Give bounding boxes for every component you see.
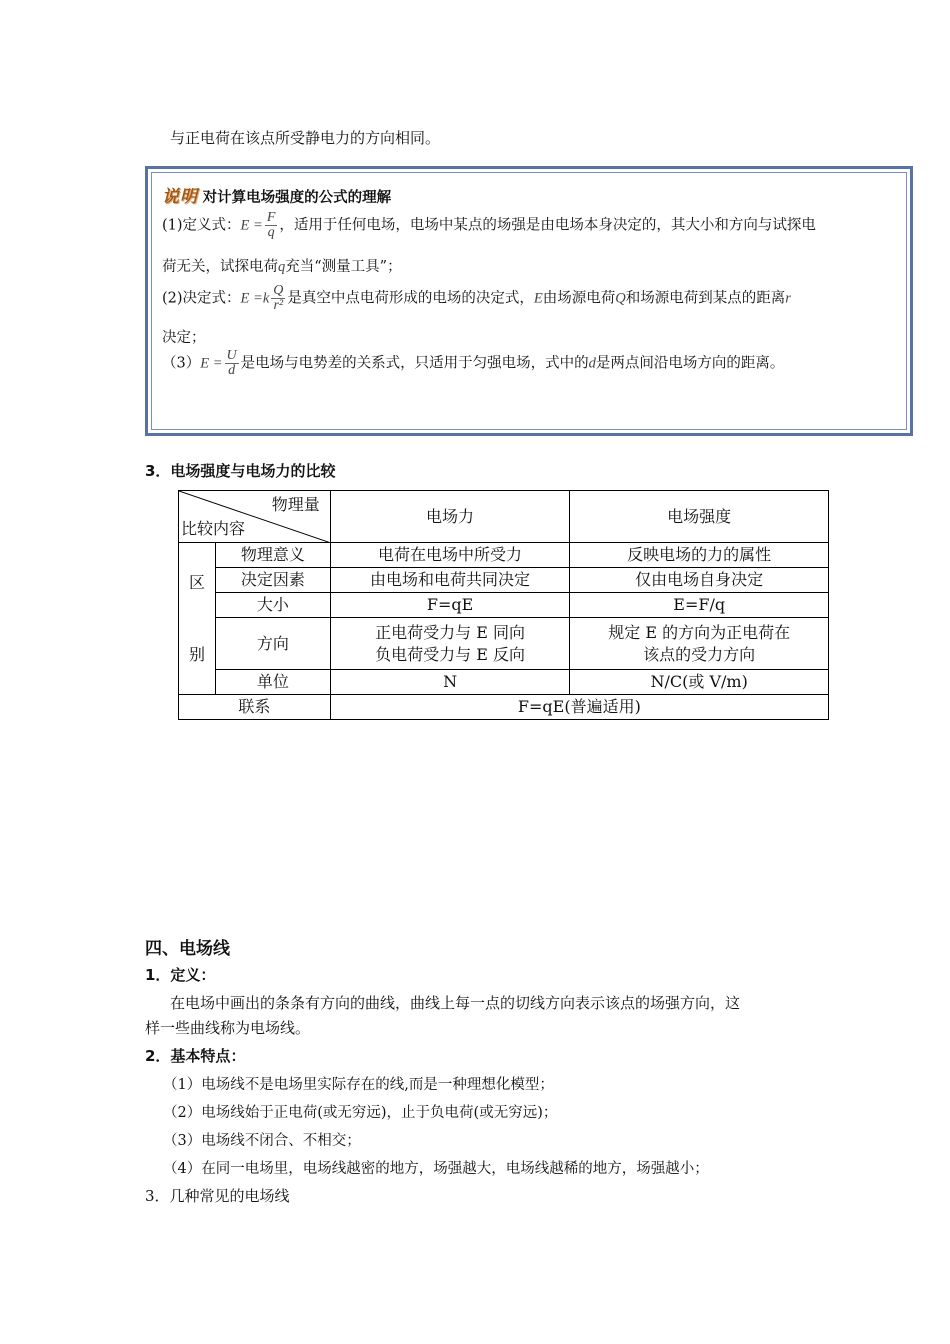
item2-num: Q [273,283,284,298]
group-cell [179,543,216,695]
corner-bottom-label: 比较内容 [181,519,246,538]
intro-line: 与正电荷在该点所受静电力的方向相同。 [170,129,441,147]
group-label-1: 区 [188,572,205,592]
item3-var: d [588,355,596,372]
row-cell-intensity: 反映电场的力的属性 [570,543,829,568]
row-cell-force: 由电场和电荷共同决定 [330,568,570,593]
item2-fraction [271,284,285,313]
note-item-2 [162,284,791,313]
definition-line-2: 样一些曲线称为电场线。 [145,1019,311,1037]
row-cell-intensity: E=F/q [570,593,829,618]
direction-force-line-2: 负电荷受力与 E 反向 [375,644,525,664]
direction-intensity-line-1: 规定 E 的方向为正电荷在 [608,622,791,642]
item2-var-e: E [533,290,543,307]
section4-heading: 四、电场线 [145,939,230,959]
item1-prefix: (1)定义式： [162,217,241,234]
row-label: 决定因素 [215,568,330,593]
comparison-table [178,490,829,720]
note-item-3 [162,349,784,378]
table-row [179,568,829,593]
corner-top-label: 物理量 [271,495,320,514]
row-cell-force: N [330,670,570,695]
feature-3: （3）电场线不闭合、不相交； [163,1133,361,1149]
group-label-2: 别 [188,644,205,664]
item3-num: U [226,348,237,363]
features-heading: 2．基本特点： [145,1047,246,1065]
item1-var: q [278,259,286,275]
item1-den: q [265,225,278,240]
row-cell-force: 电荷在电场中所受力 [330,543,570,568]
table-row [179,618,829,670]
row-cell-intensity: N/C(或 V/m) [570,670,829,695]
row-label: 物理意义 [215,543,330,568]
row-cell-intensity: 仅由电场自身决定 [570,568,829,593]
item1-text: ，适用于任何电场，电场中某点的场强是由电场本身决定的，其大小和方向与试探电 [279,217,816,234]
table-row [179,543,829,568]
item2-lhs: E =k [240,290,270,307]
row-cell-force: F=qE [330,593,570,618]
note-item-1 [162,211,816,240]
item3-text: 是电场与电势差的关系式，只适用于匀强电场，式中的 [240,355,589,372]
definition-heading: 1．定义： [145,966,216,984]
row-label: 方向 [215,618,330,670]
item1-num: F [266,210,276,225]
common-lines-heading: 3．几种常见的电场线 [145,1187,290,1205]
row-cell-intensity [570,618,829,670]
link-value: F=qE(普遍适用) [330,695,828,720]
link-label: 联系 [179,695,331,720]
feature-4: （4）在同一电场里，电场线越密的地方，场强越大，电场线越稀的地方，场强越小； [163,1161,709,1177]
item3-lhs: E = [200,355,223,372]
table-corner-cell [179,491,331,543]
direction-force-line-1: 正电荷受力与 E 同向 [375,622,525,642]
table-header-row [179,491,829,543]
note-badge: 说明 [162,187,198,207]
item2-text-b: 由场源电荷 [542,290,616,307]
item2-den: r² [271,298,285,313]
item3-prefix: （3） [162,355,201,372]
feature-1: （1）电场线不是电场里实际存在的线,而是一种理想化模型； [163,1077,554,1093]
item1-lhs: E = [240,217,263,234]
item2-var-r: r [785,290,791,307]
item3-den: d [225,363,239,378]
direction-intensity-line-2: 该点的受力方向 [643,644,756,664]
definition-line-1: 在电场中画出的条条有方向的曲线，曲线上每一点的切线方向表示该点的场强方向，这 [170,994,741,1012]
item3-text-b: 是两点间沿电场方向的距离。 [595,355,785,372]
item2-prefix: (2)决定式： [162,290,241,307]
table-row [179,593,829,618]
item1-fraction [265,211,278,240]
note-title-line [162,182,391,207]
feature-2: （2）电场线始于正电荷(或无穷远)，止于负电荷(或无穷远)； [163,1105,558,1121]
item2-text2: 决定； [162,330,206,346]
item1-text2a: 荷无关，试探电荷 [162,259,278,275]
note-item-2-cont [162,326,206,347]
item3-fraction [225,349,239,378]
col-header-intensity: 电场强度 [570,491,829,543]
note-box [145,166,913,436]
item2-text-c: 和场源电荷到某点的距离 [625,290,786,307]
section3-heading: 3．电场强度与电场力的比较 [145,462,336,480]
row-label: 大小 [215,593,330,618]
col-header-force: 电场力 [330,491,570,543]
note-title: 对计算电场强度的公式的理解 [202,190,392,206]
item2-var-q: Q [615,290,626,307]
table-row [179,670,829,695]
note-item-1-cont [162,255,402,276]
item1-text2b: 充当“测量工具”； [285,259,402,275]
table-link-row [179,695,829,720]
row-cell-force [330,618,570,670]
item2-text: 是真空中点电荷形成的电场的决定式， [287,290,534,307]
row-label: 单位 [215,670,330,695]
